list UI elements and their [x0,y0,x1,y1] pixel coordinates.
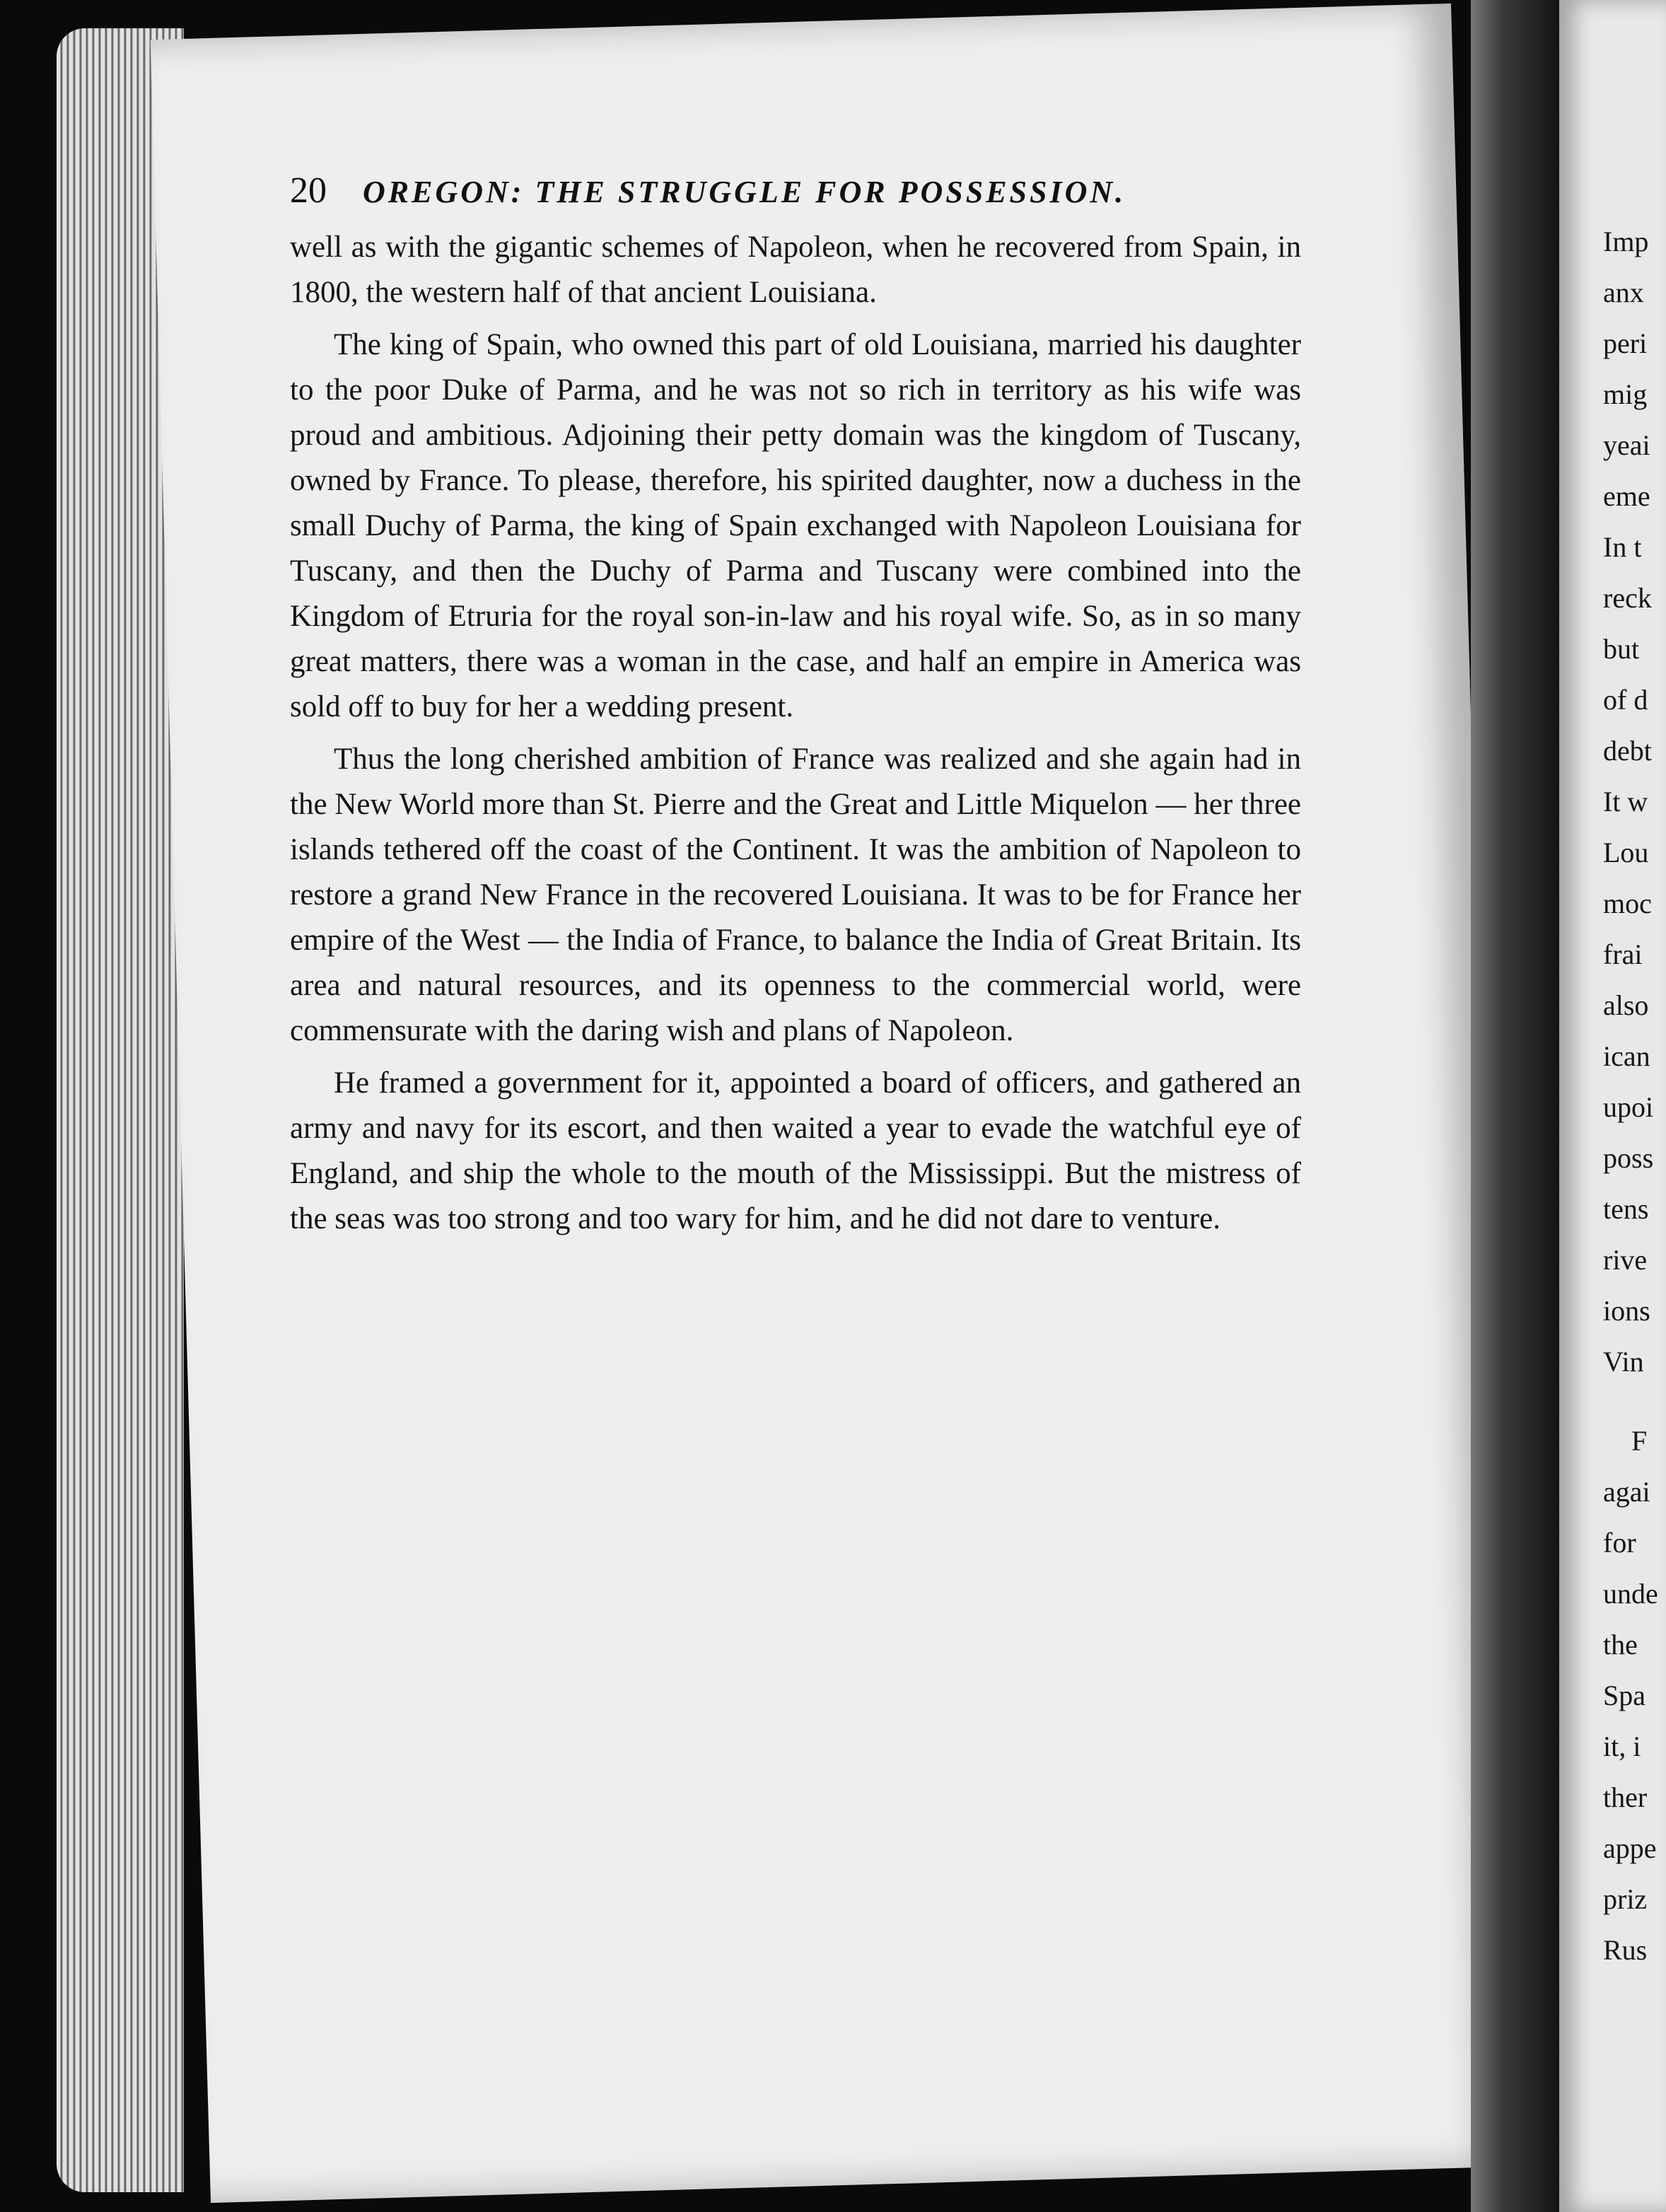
facing-page-line: It w [1603,786,1648,817]
facing-page-line: appe [1603,1832,1657,1864]
facing-page-line: agai [1603,1476,1650,1508]
facing-page-line: eme [1603,480,1650,512]
page-number: 20 [290,170,327,211]
facing-page-line: peri [1603,327,1648,359]
facing-page-line: moc [1603,887,1652,919]
facing-page-line: for [1603,1527,1636,1559]
page-header [290,170,1365,211]
facing-page-line: Lou [1603,837,1649,868]
body-text [290,225,1301,1249]
facing-page-line: tens [1603,1193,1649,1225]
facing-page-line: unde [1603,1578,1658,1609]
book-gutter [1471,0,1563,2212]
facing-page [1559,0,1666,2212]
facing-page-line: ions [1603,1295,1650,1327]
paragraph-1: well as with the gigantic schemes of Napoleon, when he recovered from Spain, in 1800, the western half of that ancient Louisiana. [290,231,1301,309]
paragraph-2: The king of Spain, who owned this part of old Louisiana, married his daughter to the poor Duke of Parma, and he was not so rich in territory as his wife was proud and ambitious. Adjoining their petty domain was the kingdom of Tuscany, owned by France. To please, therefore, his spirited daughter, now a duchess in the small Duchy of Parma, the king of Spain exchanged with Napoleon Louisiana for Tuscany, and then the Duchy of Parma and Tuscany were combined into the Kingdom of Etruria for the royal son-in-law and his royal wife. So, as in so many great matters, there was a woman in the case, and half an empire in America was sold off to buy for her a wedding present. [290,328,1301,723]
facing-page-line: mig [1603,378,1648,410]
facing-page-line: upoi [1603,1091,1654,1123]
facing-page-line: In t [1603,531,1642,563]
facing-page-line: priz [1603,1883,1648,1915]
facing-page-line: Rus [1603,1934,1648,1966]
running-title: OREGON: THE STRUGGLE FOR POSSESSION. [363,175,1126,209]
facing-page-line: rive [1603,1244,1648,1276]
facing-page-line: Spa [1603,1680,1645,1711]
facing-page-line: it, i [1603,1730,1641,1762]
facing-page-line: Imp [1603,226,1649,257]
facing-page-line: reck [1603,582,1652,614]
facing-page-line: also [1603,989,1649,1021]
facing-page-line: Vin [1603,1346,1644,1378]
facing-page-line: poss [1603,1142,1654,1174]
facing-page-line: F [1631,1425,1648,1457]
facing-page-line: anx [1603,276,1644,308]
facing-page-line: ther [1603,1781,1648,1813]
facing-page-line: of d [1603,684,1648,716]
facing-page-line: debt [1603,735,1652,767]
facing-page-line: yeai [1603,429,1650,461]
facing-page-line: ican [1603,1040,1650,1072]
paragraph-4: He framed a government for it, appointed a board of officers, and gathered an army and navy for its escort, and then waited a year to evade the watchful eye of England, and ship the whole to the mouth of the Mississippi. But the mistress of the seas was too strong and too wary for him, and he did not dare to venture. [290,1066,1301,1235]
paragraph-3: Thus the long cherished ambition of France was realized and she again had in the New World more than St. Pierre and the Great and Little Miquelon — her three islands tethered off the coast of the Continent. It was the ambition of Napoleon to restore a grand New France in the recovered Louisiana. It was to be for France her empire of the West — the India of France, to balance the India of Great Britain. Its area and natural resources, and its openness to the commercial world, were commensurate with the daring wish and plans of Napoleon. [290,743,1301,1047]
facing-page-line: but [1603,633,1640,665]
facing-page-line: the [1603,1629,1638,1660]
facing-page-line: frai [1603,938,1643,970]
